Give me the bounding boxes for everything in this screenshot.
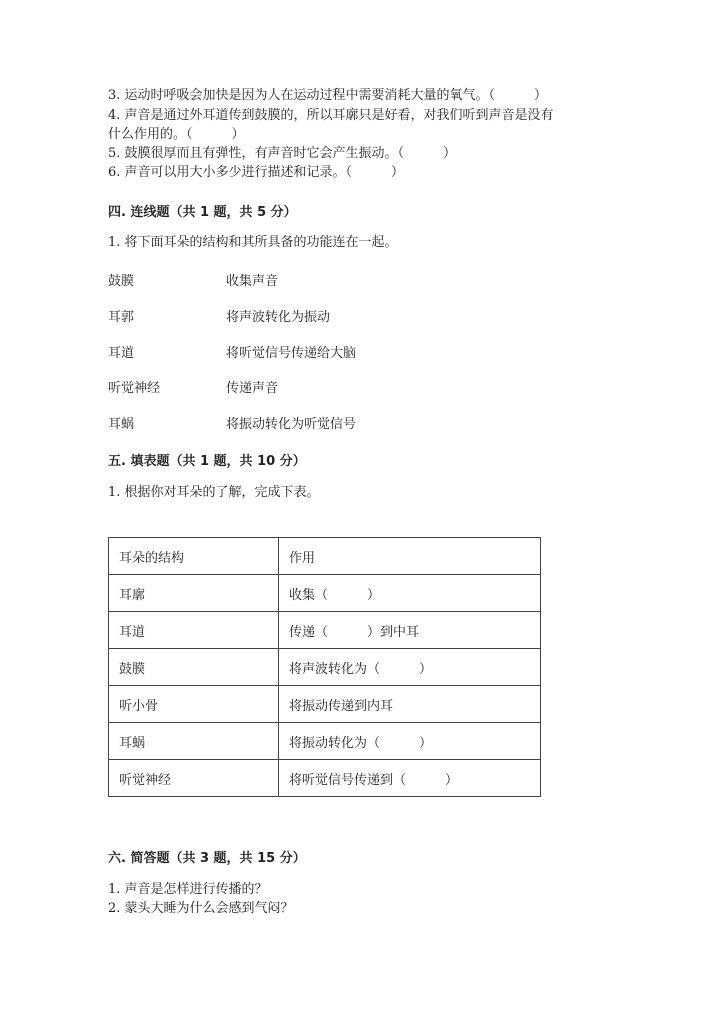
judgement-item-6: 6. 声音可以用大小多少进行描述和记录。（ ） — [108, 165, 405, 180]
table-cell: 收集（ ） — [279, 575, 541, 612]
match-term: 耳蜗 — [108, 417, 135, 432]
table-row — [109, 686, 541, 723]
short-answer-question: 2. 蒙头大睡为什么会感到气闷？ — [108, 901, 294, 916]
match-term: 听觉神经 — [108, 381, 161, 396]
table-cell: 耳蜗 — [109, 723, 279, 760]
match-function: 收集声音 — [226, 274, 279, 289]
judgement-item-4-cont: 什么作用的。（ ） — [108, 127, 245, 142]
table-cell: 耳廓 — [109, 575, 279, 612]
match-term: 鼓膜 — [108, 274, 135, 289]
table-cell: 将振动传递到内耳 — [279, 686, 541, 723]
table-cell: 作用 — [279, 538, 541, 575]
table-row — [109, 760, 541, 797]
table-cell: 鼓膜 — [109, 649, 279, 686]
table-cell: 耳朵的结构 — [109, 538, 279, 575]
match-term: 耳郭 — [108, 310, 135, 325]
table-row — [109, 575, 541, 612]
table-row — [109, 612, 541, 649]
match-term: 耳道 — [108, 346, 135, 361]
table-row — [109, 538, 541, 575]
match-function: 传递声音 — [226, 381, 279, 396]
judgement-item-3: 3. 运动时呼吸会加快是因为人在运动过程中需要消耗大量的氧气。（ ） — [108, 88, 548, 103]
match-function: 将声波转化为振动 — [226, 310, 331, 325]
section-4-heading: 四. 连线题（共 1 题，共 5 分） — [108, 205, 297, 220]
section-4-question: 1. 将下面耳朵的结构和其所具备的功能连在一起。 — [108, 235, 398, 250]
table-cell: 耳道 — [109, 612, 279, 649]
table-row — [109, 649, 541, 686]
judgement-item-4: 4. 声音是通过外耳道传到鼓膜的，所以耳廓只是好看，对我们听到声音是没有 — [108, 108, 554, 123]
table-row — [109, 723, 541, 760]
table-cell: 将听觉信号传递到（ ） — [279, 760, 541, 797]
table-cell: 将声波转化为（ ） — [279, 649, 541, 686]
section-6-heading: 六. 简答题（共 3 题，共 15 分） — [108, 851, 306, 866]
section-5-question: 1. 根据你对耳朵的了解，完成下表。 — [108, 485, 320, 500]
table-cell: 将振动转化为（ ） — [279, 723, 541, 760]
short-answer-question: 1. 声音是怎样进行传播的？ — [108, 882, 268, 897]
match-function: 将听觉信号传递给大脑 — [226, 346, 357, 361]
table-cell: 听觉神经 — [109, 760, 279, 797]
section-5-heading: 五. 填表题（共 1 题，共 10 分） — [108, 454, 306, 469]
match-function: 将振动转化为听觉信号 — [226, 417, 357, 432]
ear-structure-table — [108, 537, 541, 797]
table-cell: 传递（ ）到中耳 — [279, 612, 541, 649]
table-cell: 听小骨 — [109, 686, 279, 723]
judgement-item-5: 5. 鼓膜很厚而且有弹性，有声音时它会产生振动。（ ） — [108, 146, 457, 161]
